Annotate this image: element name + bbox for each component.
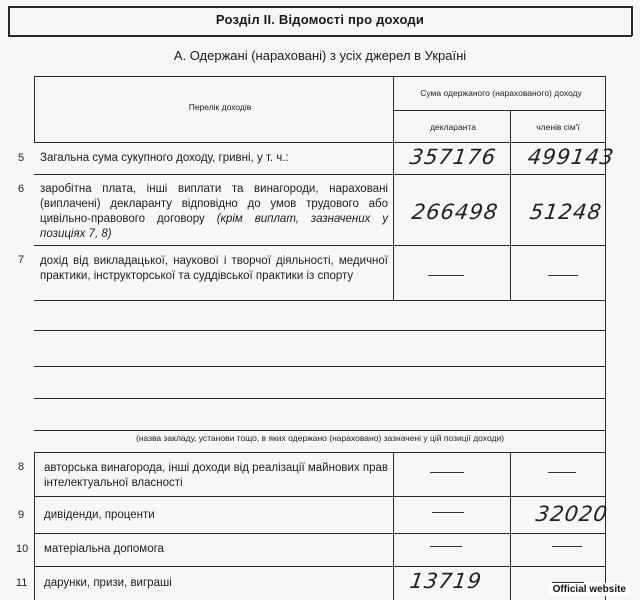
- row-label: Загальна сума сукупного доходу, гривні, у т. ч.:: [40, 152, 289, 164]
- section-title: Розділ ІІ. Відомості про доходи: [215, 12, 425, 27]
- entry-line: [34, 430, 606, 431]
- row-number: 7: [18, 254, 25, 266]
- family-income-dash: [548, 472, 576, 473]
- row-divider: [34, 533, 606, 534]
- declarant-income-dash: [428, 275, 464, 276]
- row-divider: [34, 452, 606, 453]
- row-label: авторська винагорода, інші доходи від реалізації майнових прав інтелектуальної власності: [44, 462, 388, 489]
- subheader-divider: [393, 110, 605, 111]
- family-column-header: членів сім'ї: [536, 122, 580, 132]
- lower-column-divider-main: [393, 452, 394, 600]
- declarant-income-dash: [430, 546, 462, 547]
- row-label-italic-note: (крім виплат, зазначених у позиціях 7, 8): [40, 213, 389, 240]
- row-number: 6: [18, 183, 25, 195]
- entry-line: [34, 366, 606, 367]
- declarant-income-dash: [432, 512, 464, 513]
- row-label: дарунки, призи, виграші: [44, 577, 172, 589]
- declarant-income-value: 13719: [408, 569, 484, 593]
- table-top-border: [34, 76, 606, 77]
- row-label: дохід від викладацької, наукової і творчої діяльності, медичної практики, інструкторської та суддівської практики із спорту: [40, 255, 388, 282]
- subsection-title: А. Одержані (нараховані) з усіх джерел в Україні: [173, 48, 467, 63]
- declarant-income-dash: [430, 472, 464, 473]
- row-divider: [34, 566, 606, 567]
- declarant-column-header: декларанта: [430, 122, 476, 132]
- title-bottom-border: [8, 35, 632, 37]
- row-label: [40, 182, 388, 242]
- header-bottom-border: [34, 142, 606, 143]
- family-income-value: 51248: [528, 200, 604, 224]
- row-divider: [34, 496, 606, 497]
- row-label-main: заробітна плата, інші виплати та винагороди, нараховані (виплачені) декларанту відповідно до умов трудового або цивільно-правового договору: [40, 183, 388, 225]
- row-label: дивіденди, проценти: [44, 509, 155, 521]
- row-number: 9: [18, 509, 25, 521]
- row-number: 5: [18, 152, 25, 164]
- institution-note: (назва закладу, установи тощо, в яких одержано (нараховано) зазначені у цій позиції доходи): [135, 433, 505, 443]
- family-income-value: 32020: [534, 502, 610, 526]
- row-divider: [34, 174, 606, 175]
- family-income-value: 499143: [526, 145, 616, 169]
- declarant-income-value: 266498: [410, 200, 500, 224]
- lower-column-divider-family: [510, 452, 511, 600]
- row-number: 10: [16, 543, 29, 555]
- column-divider-family: [510, 110, 511, 300]
- row-divider: [34, 300, 606, 301]
- entry-line: [34, 330, 606, 331]
- row-divider: [34, 245, 606, 246]
- row-label: матеріальна допомога: [44, 543, 164, 555]
- title-top-border: [8, 6, 632, 8]
- family-income-dash: [552, 546, 582, 547]
- family-income-dash: [548, 275, 578, 276]
- header-left-border: [34, 76, 35, 142]
- row-number: 11: [16, 577, 28, 589]
- declarant-income-value: 357176: [408, 145, 498, 169]
- row-number: 8: [18, 461, 25, 473]
- income-list-header: Перелік доходів: [188, 102, 252, 112]
- lower-left-border: [34, 452, 35, 600]
- income-sum-header: Сума одержаного (нарахованого) доходу: [420, 88, 582, 98]
- entry-line: [34, 398, 606, 399]
- official-website-watermark: Official website: [549, 583, 630, 596]
